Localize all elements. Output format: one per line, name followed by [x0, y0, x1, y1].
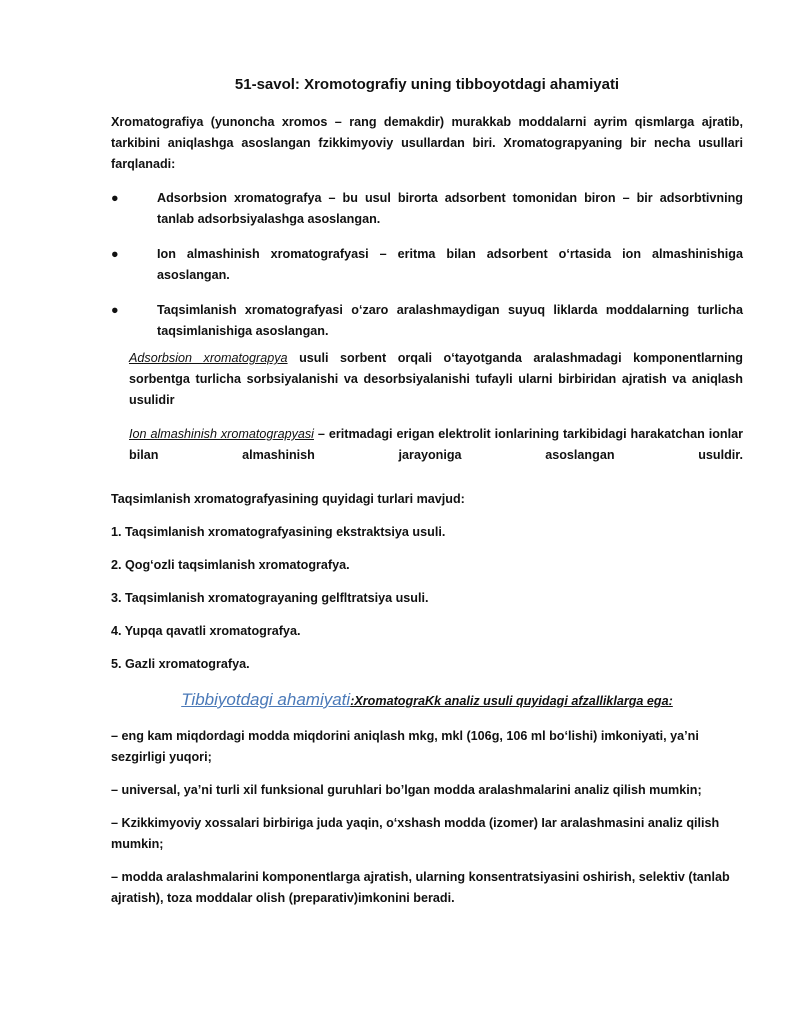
definition-adsorbsion	[111, 348, 743, 411]
bullet-icon: ●	[111, 303, 119, 317]
types-list	[111, 489, 743, 675]
bullet-text: Adsorbsion xromatografya – bu usul birorta adsorbent tomonidan biron – bir adsorbtivning tanlab adsorbsiyalashga asoslangan.	[157, 191, 743, 226]
definition-term: Ion almashinish xromatograpyasi	[129, 427, 314, 441]
list-item: – Kzikkimyoviy xossalari birbiriga juda yaqin, o‘xshash modda (izomer) Iar aralashmasini analiz qilish mumkin;	[111, 816, 720, 851]
list-item: 2. Qog‘ozli taqsimlanish xromatografya.	[111, 558, 350, 572]
bullet-icon: ●	[111, 191, 119, 205]
intro-paragraph: Xromatografiya (yunoncha xromos – rang demakdir) murakkab moddalarni ayrim qismlarga ajratib, tarkibini aniqlashga asoslangan fzikkimyoviy usullardan biri. Xromatograpyaning bir necha usullari farqlanadi:	[111, 115, 743, 171]
advantages-list	[111, 726, 743, 909]
definition-text: usuli sorbent orqali o‘tayotganda aralashmadagi komponentlarning sorbentga turlicha sorbsiyalanishi va desorbsiyalanishi tufayli ularni birbiridan ajratish va aniqlash usulidir	[129, 351, 743, 407]
page-title: 51-savol: Xromotografiy uning tibboyotdagi ahamiyati	[234, 76, 620, 93]
bullet-item	[111, 188, 743, 230]
list-item: – universal, ya’ni turli xil funksional guruhlari bo’lgan modda aralashmalarini analiz qilish mumkin;	[111, 783, 702, 797]
section-heading-subtitle: :XromatograKk analiz usuli quyidagi afzalliklarga ega:	[350, 694, 673, 708]
list-item: 1. Taqsimlanish xromatografyasining ekstraktsiya usuli.	[111, 525, 446, 539]
list-item: – modda aralashmalarini komponentlarga ajratish, ularning konsentratsiyasini oshirish, selektiv (tanlab ajratish), toza moddalar olish (preparativ)imkonini beradi.	[111, 870, 730, 905]
list-item: 5. Gazli xromatografya.	[111, 657, 250, 671]
definition-term: Adsorbsion xromatograpya	[129, 351, 288, 365]
definition-text: – eritmadagi erigan elektrolit ionlarining tarkibidagi harakatchan ionlar bilan almashinish jarayoniga asoslangan usuldir.	[129, 427, 743, 462]
document-body	[111, 74, 743, 921]
section-heading	[111, 689, 743, 712]
types-intro: Taqsimlanish xromatografyasining quyidagi turlari mavjud:	[111, 492, 465, 506]
bullet-text: Taqsimlanish xromatografyasi o‘zaro aralashmaydigan suyuq liklarda moddalarning turlicha taqsimlanishiga asoslangan.	[157, 303, 743, 338]
bullet-item	[111, 300, 743, 342]
bullet-item	[111, 244, 743, 286]
section-heading-title: Tibbiyotdagi ahamiyati	[181, 690, 351, 709]
bullet-icon: ●	[111, 247, 119, 261]
definition-ion	[111, 424, 743, 466]
list-item: 4. Yupqa qavatli xromatografya.	[111, 624, 301, 638]
list-item: – eng kam miqdordagi modda miqdorini aniqlash mkg, mkl (106g, 106 ml bo‘lishi) imkoniyati, ya’ni sezgirligi yuqori;	[111, 729, 699, 764]
list-item: 3. Taqsimlanish xromatograyaning gelfltratsiya usuli.	[111, 591, 429, 605]
bullet-text: Ion almashinish xromatografyasi – eritma bilan adsorbent o‘rtasida ion almashinishiga asoslangan.	[157, 247, 743, 282]
